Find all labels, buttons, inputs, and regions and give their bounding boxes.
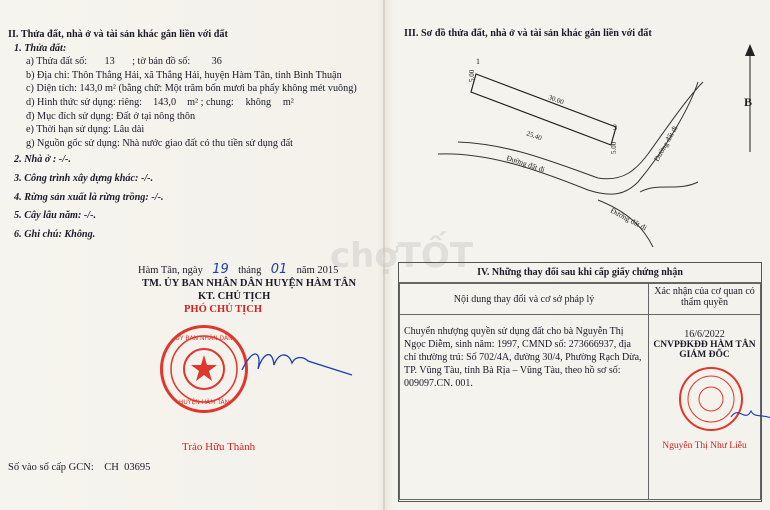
section-iii-heading: III. Sơ đồ thửa đất, nhà ở và tài sản khác gắn liền với đất xyxy=(404,28,652,39)
date-month-label: tháng xyxy=(238,265,262,276)
signer-name: Trảo Hữu Thành xyxy=(182,441,256,453)
private-area: 143,0 xyxy=(153,96,177,108)
origin-row: g) Nguồn gốc sử dụng: Nhà nước giao đất có thu tiền sử dụng đất xyxy=(26,137,293,149)
col-header-confirm: Xác nhận của cơ quan có thẩm quyền xyxy=(649,284,761,315)
shared-value: không xyxy=(245,96,272,108)
shared-label: ; chung: xyxy=(200,96,234,108)
issuer-org: TM. ỦY BAN NHÂN DÂN HUYỆN HÀM TÂN xyxy=(142,278,357,289)
road-label-2: Đường đất đi xyxy=(651,124,680,163)
use-form-label: d) Hình thức sử dụng: riêng: xyxy=(26,96,143,108)
parcel-number-row xyxy=(8,55,378,69)
forest-row: 4. Rừng sản xuất là rừng trồng: -/-. xyxy=(14,191,164,203)
parcel-number: 13 xyxy=(104,56,115,68)
parcel-diagram xyxy=(398,42,768,257)
purpose-row: đ) Mục đích sử dụng: Đất ở tại nông thôn xyxy=(26,110,196,122)
date-day: 19 xyxy=(212,262,229,277)
date-prefix: Hàm Tân, ngày xyxy=(138,265,203,276)
parcel-heading: 1. Thửa đất: xyxy=(14,42,67,54)
house-row: 2. Nhà ở : -/-. xyxy=(14,154,71,166)
change-content: Chuyển nhượng quyền sử dụng đất cho bà Nguyễn Thị Ngọc Diễm, sinh năm: 1997, CMND số: 273666937, địa chỉ thường trú: Số 702/4A, đường 30/4, Phường Rạch Dừa, TP. Vũng Tàu, tỉnh Bà Rịa – Vũng Tàu, theo hồ sơ số: 009097.CN. 001. xyxy=(400,315,649,500)
issuer-kt: KT. CHỦ TỊCH xyxy=(198,291,271,302)
shared-unit: m² xyxy=(282,96,294,108)
confirm-org: CNVPĐKĐĐ HÀM TÂN xyxy=(653,340,756,350)
corner-3: 3 xyxy=(613,123,617,132)
changes-table xyxy=(398,262,762,502)
area-label: c) Diện tích: 143,0 xyxy=(26,83,103,95)
address-row: b) Địa chỉ: Thôn Thắng Hải, xã Thắng Hải, huyện Hàm Tân, tỉnh Bình Thuận xyxy=(26,69,342,81)
issuer-title: PHÓ CHỦ TỊCH xyxy=(184,304,262,315)
svg-text:ỦY BAN NHÂN DÂN: ỦY BAN NHÂN DÂN xyxy=(175,335,233,342)
parcel-number-label: a) Thửa đất số: xyxy=(26,56,88,68)
map-sheet-label: ; tờ bản đồ số: xyxy=(132,56,191,68)
corner-1: 1 xyxy=(476,57,480,66)
area-unit: m² xyxy=(104,83,116,95)
date-year: năm 2015 xyxy=(296,265,339,276)
section-ii-heading: II. Thửa đất, nhà ở và tài sản khác gắn liền với đất xyxy=(8,29,228,40)
gcn-number: Số vào sổ cấp GCN: CH 03695 xyxy=(8,462,151,473)
area-words: (bằng chữ: Một trăm bốn mươi ba phẩy không mét vuông) xyxy=(118,83,357,95)
signature-right xyxy=(727,399,770,429)
private-unit: m² xyxy=(187,96,199,108)
svg-text:HUYỆN HÀM TÂN: HUYỆN HÀM TÂN xyxy=(178,399,230,406)
dim-right: 5.00 xyxy=(610,141,618,154)
road-edge-4 xyxy=(640,182,698,192)
dim-bottom: 25.40 xyxy=(525,129,543,143)
watermark: chợTỐT xyxy=(330,236,474,276)
section-iv-heading: IV. Những thay đổi sau khi cấp giấy chứng nhận xyxy=(399,263,761,283)
road-label-1: Đường đất đi xyxy=(505,153,546,175)
other-works-row: 3. Công trình xây dựng khác: -/-. xyxy=(14,172,154,184)
map-sheet-number: 36 xyxy=(211,56,222,68)
road-edge-2 xyxy=(458,82,703,179)
date-month: 01 xyxy=(270,262,288,277)
parcel-outline xyxy=(471,74,616,145)
dim-top: 30.00 xyxy=(547,93,565,107)
area-row xyxy=(8,82,378,96)
confirm-signer: Nguyễn Thị Như Liễu xyxy=(662,441,747,451)
section-ii xyxy=(8,28,378,241)
confirm-title: GIÁM ĐỐC xyxy=(679,350,730,360)
confirm-date: 16/6/2022 xyxy=(684,329,725,340)
north-arrow-head-icon xyxy=(745,44,755,56)
perennial-row: 5. Cây lâu năm: -/-. xyxy=(14,210,97,222)
issue-date xyxy=(138,262,338,277)
signature-left xyxy=(232,335,362,390)
note-row: 6. Ghi chú: Không. xyxy=(14,228,96,240)
use-form-row xyxy=(8,96,378,110)
dim-left: 5.00 xyxy=(468,69,476,82)
term-row: e) Thời hạn sử dụng: Lâu dài xyxy=(26,124,145,136)
change-confirmation xyxy=(649,315,761,500)
col-header-content: Nội dung thay đổi và cơ sở pháp lý xyxy=(400,284,649,315)
road-label-3: Đường đất đi xyxy=(609,205,649,233)
north-label: B xyxy=(744,95,753,109)
